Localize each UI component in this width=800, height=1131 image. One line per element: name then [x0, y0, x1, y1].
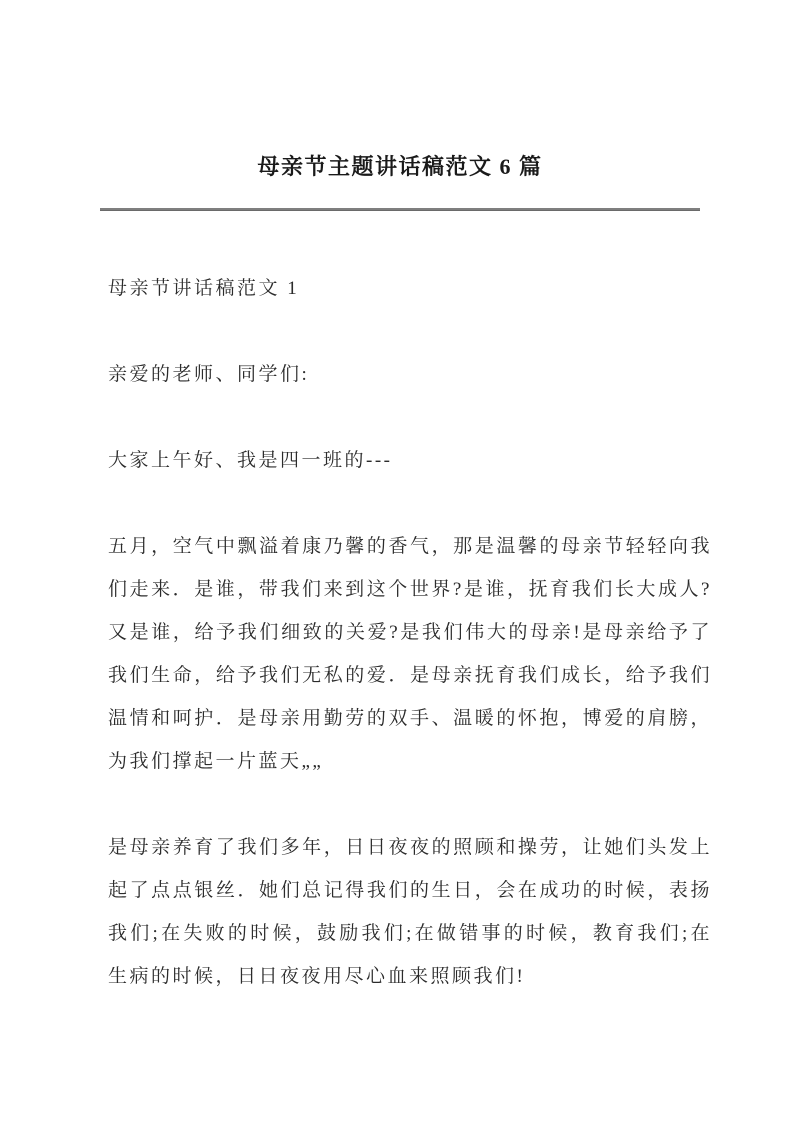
salutation-line: 亲爱的老师、同学们:: [108, 364, 310, 385]
greeting-line: 大家上午好、我是四一班的---: [108, 450, 393, 471]
paragraph-1-line: 我们生命，给予我们无私的爱．是母亲抚育我们成长，给予我们: [108, 665, 712, 686]
page-title: 母亲节主题讲话稿范文 6 篇: [257, 154, 543, 179]
document-body: [108, 211, 712, 998]
paragraph-1-line: 温情和呵护．是母亲用勤劳的双手、温暖的怀抱，博爱的肩膀，: [108, 708, 712, 729]
paragraph-2: [108, 826, 712, 998]
paragraph-1-line: 又是谁，给予我们细致的关爱?是我们伟大的母亲!是母亲给予了: [108, 622, 712, 643]
paragraph-1-line: 们走来．是谁，带我们来到这个世界?是谁，抚育我们长大成人?: [108, 579, 712, 600]
paragraph-1: [108, 525, 712, 783]
paragraph-2-line: 我们;在失败的时候，鼓励我们;在做错事的时候，教育我们;在: [108, 923, 712, 944]
paragraph-1-line: 五月，空气中飘溢着康乃馨的香气，那是温馨的母亲节轻轻向我: [108, 536, 712, 557]
paragraph-1-line: 为我们撑起一片蓝天„„: [108, 751, 324, 772]
section-heading: 母亲节讲话稿范文 1: [108, 278, 300, 299]
paragraph-2-line: 起了点点银丝．她们总记得我们的生日，会在成功的时候，表扬: [108, 880, 712, 901]
paragraph-2-line: 是母亲养育了我们多年，日日夜夜的照顾和操劳，让她们头发上: [108, 837, 712, 858]
paragraph-2-line: 生病的时候，日日夜夜用尽心血来照顾我们!: [108, 966, 526, 987]
